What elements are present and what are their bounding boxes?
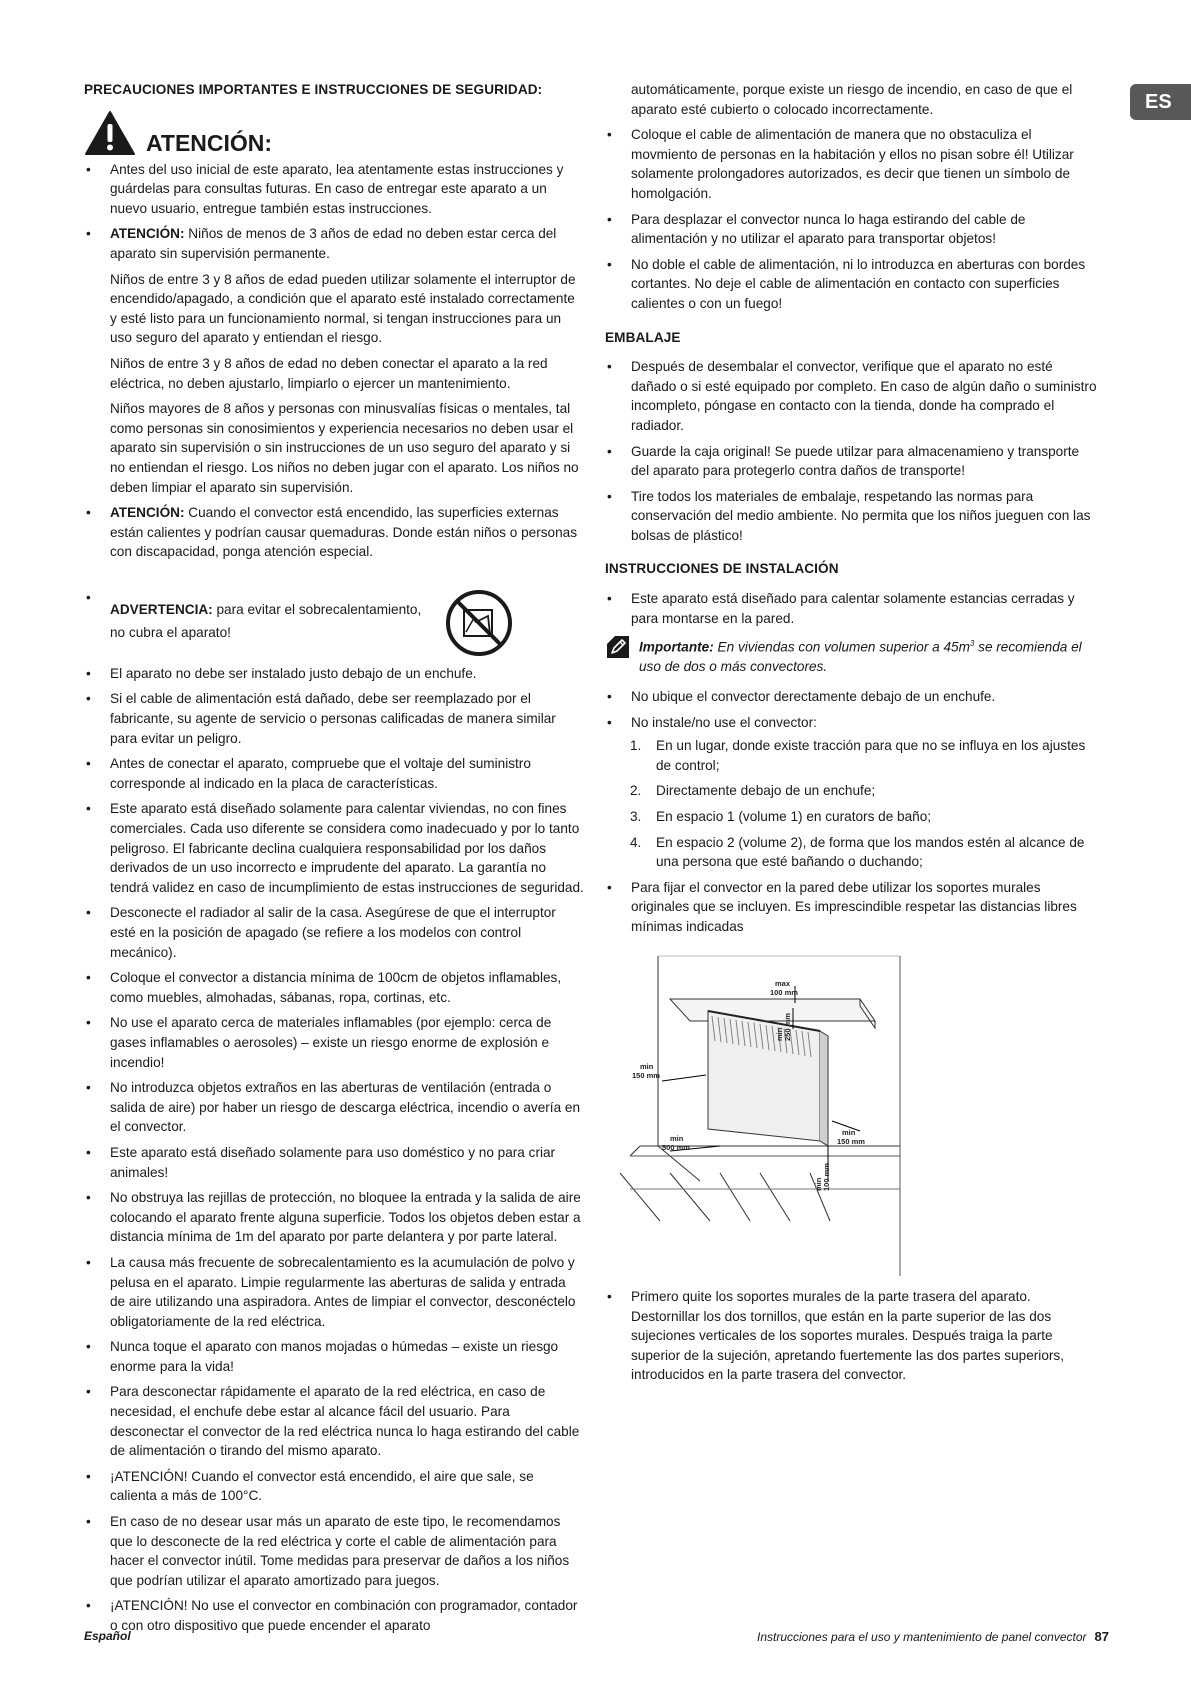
label-min-left: min (640, 1061, 654, 1071)
list-item: • No doble el cable de alimentación, ni lo introduzca en aberturas con bordes cortantes. No deje el cable de alimentación en contacto con superficies calientes o con un fuego! (605, 255, 1098, 314)
numbered-item: 2. Directamente debajo de un enchufe; (630, 783, 876, 799)
list-item: • Coloque el cable de alimentación de manera que no obstaculiza el movmiento de personas en la habitación y ellos no pisan sobre él! Utilizar solamente prolongadores autorizados, es decir que tienen un símbolo de homolgación. (605, 125, 1098, 203)
paragraph: Niños de entre 3 y 8 años de edad pueden utilizar solamente el interruptor de encendido/apagado, a condición que el aparato esté instalado correctamente y esté listo para un funcionamiento normal, si tengan instrucciones para un uso seguro del aparato y entiendan el riesgo. (110, 271, 576, 346)
label-min-front: min (670, 1133, 684, 1143)
list-item: • ¡ATENCIÓN! No use el convector en combinación con programador, contador o con otro dispositivo que puede encender el aparato (84, 1596, 584, 1635)
safety-list-c (84, 664, 584, 1636)
important-note (605, 634, 1098, 677)
numbered-item: 4. En espacio 2 (volume 2), de forma que los mandos estén al alcance de una persona que esté bañando o duchando; (630, 834, 1085, 870)
list-item: • No instale/no use el convector: (605, 713, 1098, 733)
installation-list-a (605, 589, 1098, 628)
paragraph: Niños mayores de 8 años y personas con minusvalías físicas o mentales, tal como personas sin conosimientos y experiencia necesarios no deben usar el aparato sin supervisión o sin instrucciones de un uso seguro del aparato y si no entiendan el riesgo. Los niños no deben jugar con el aparato. Los niños no deben limpiar el aparato sin supervisión. (110, 401, 579, 495)
paragraph: automáticamente, porque existe un riesgo de incendio, en caso de que el aparato esté cubierto o colocado incorrectamente. (631, 82, 1073, 117)
list-item: • Este aparato está diseñado solamente para calentar viviendas, no con fines comerciales. Cada uso diferente se considera como inadecuado y por lo tanto peligroso. El fabricante declina cualquiera responsabilidad por los daños derivados de un uso incorrecto e imprudente del aparato. La garantía no tendrá validez en caso de incumplimiento de estas instrucciones de seguridad. (84, 799, 584, 897)
warning-lead: ADVERTENCIA: (110, 601, 213, 617)
list-item: • Guarde la caja original! Se puede utilzar para almacenamieno y transporte del aparato para protegerlo contra daños de transporte! (605, 442, 1098, 481)
label-max-top: max (775, 978, 791, 988)
warning-triangle-icon (84, 110, 136, 156)
warning-list (84, 588, 584, 658)
numbered-list (605, 736, 1098, 872)
label-min-floor-val: 100 mm (822, 1162, 831, 1191)
list-item: • Si el cable de alimentación está dañado, debe ser reemplazado por el fabricante, su agente de servicio o personas calificadas de manera similar para evitar un peligro. (84, 689, 584, 748)
numbered-item: 3. En espacio 1 (volume 1) en curators de baño; (630, 808, 932, 824)
paragraph: Niños de entre 3 y 8 años de edad no deben conectar el aparato a la red eléctrica, no deben ajustarlo, limpiarlo o ejercer un mantenimiento. (110, 355, 548, 391)
label-min-front-val: 500 mm (662, 1142, 690, 1152)
right-column (605, 80, 1098, 1391)
list-item: • Desconecte el radiador al salir de la casa. Asegúrese de que el interruptor esté en la posición de apagado (se refiere a los modelos con control mecánico). (84, 903, 584, 962)
safety-list-b (84, 503, 584, 562)
installation-list-c (605, 878, 1098, 937)
safety-heading: PRECAUCIONES IMPORTANTES E INSTRUCCIONES DE SEGURIDAD: (84, 82, 543, 97)
packaging-list (605, 357, 1098, 545)
list-item: • La causa más frecuente de sobrecalentamiento es la acumulación de polvo y pelusa en el aparato. Limpie regularmente las aberturas de salida y entrada de aire utilizando una aspiradora. Antes de limpiar el convector, desconéctelo obligatoriamente de la red eléctrica. (84, 1253, 584, 1331)
list-item: • Primero quite los soportes murales de la parte trasera del aparato. Destornillar los dos tornillos, que están en la parte superior de las dos sujeciones verticales de los soportes murales. Después traiga la parte superior de la sujeción, apretando fuertemente las dos partes superiors, introducidos en la parte trasera del convector. (605, 1287, 1098, 1385)
list-item: • ATENCIÓN: Niños de menos de 3 años de edad no deben estar cerca del aparato sin supervisión permanente. (84, 224, 584, 263)
list-item: • ATENCIÓN: Cuando el convector está encendido, las superficies externas están calientes y podrían causar quemaduras. Donde están niños o personas con discapacidad, ponga atención especial. (84, 503, 584, 562)
installation-heading: INSTRUCCIONES DE INSTALACIÓN (605, 561, 839, 577)
label-min-shelf: min (775, 1027, 784, 1041)
installation-diagram (610, 951, 920, 1276)
label-min-shelf-val: 250 mm (783, 1012, 792, 1041)
numbered-item: 1. En un lugar, donde existe tracción para que no se influya en los ajustes de control; (630, 738, 1086, 773)
list-item: • No use el aparato cerca de materiales inflamables (por ejemplo: cerca de gases inflamables o aerosoles) – existe un riesgo enorme de explosión e incendio! (84, 1013, 584, 1072)
footer-title: Instrucciones para el uso y mantenimiento de panel convector 87 (757, 1629, 1109, 1644)
label-min-left-val: 150 mm (632, 1070, 660, 1080)
list-item: • No obstruya las rejillas de protección, no bloquee la entrada y la salida de aire colocando el aparato frente alguna superficie. Todos los objetos deben estar a distancia mínima de 1m del aparato por parte delantera y por parte lateral. (84, 1188, 584, 1247)
list-item: • Coloque el convector a distancia mínima de 100cm de objetos inflamables, como muebles, almohadas, sábanas, ropa, cortinas, etc. (84, 968, 584, 1007)
pencil-note-icon (605, 634, 631, 660)
attention-block (84, 110, 584, 156)
list-item: • Antes del uso inicial de este aparato, lea atentamente estas instrucciones y guárdelas para consultas futuras. En caso de entregar este aparato a un nuevo usuario, entregue también estas instrucciones. (84, 160, 584, 219)
safety-list-a (84, 160, 584, 264)
left-column (84, 80, 584, 1642)
list-item: • Después de desembalar el convector, verifique que el aparato no esté dañado o si esté equipado por completo. En caso de algún daño o suministro incompleto, póngase en contacto con la tienda, donde ha comprado el radiador. (605, 357, 1098, 435)
list-item: • No ubique el convector derectamente debajo de un enchufe. (605, 687, 1098, 707)
list-item: • ¡ATENCIÓN! Cuando el convector está encendido, el aire que sale, se calienta a más de 100°C. (84, 1467, 584, 1506)
installation-list-d (605, 1287, 1098, 1385)
footer-language: Español (84, 1629, 131, 1643)
attention-title: ATENCIÓN: (146, 129, 273, 156)
list-item: • Nunca toque el aparato con manos mojadas o húmedas – existe un riesgo enorme para la vida! (84, 1337, 584, 1376)
list-item: • Para fijar el convector en la pared debe utilizar los soportes murales originales que se incluyen. Es imprescindible respetar las distancias libres mínimas indicadas (605, 878, 1098, 937)
label-min-floor: min (814, 1177, 823, 1191)
do-not-cover-icon (444, 588, 514, 658)
label-min-right-val: 150 mm (837, 1136, 865, 1146)
list-item: • Para desconectar rápidamente el aparato de la red eléctrica, en caso de necesidad, el enchufe debe estar al alcance fácil del usuario. Para desconectar el convector de la red eléctrica nunca lo haga estirando del cable de alimentación o tirando del mismo aparato. (84, 1382, 584, 1460)
list-item: • Este aparato está diseñado solamente para uso doméstico y no para criar animales! (84, 1143, 584, 1182)
note-text: Importante: En viviendas con volumen superior a $45m^3$ se recomienda el uso de dos o más convectores. (639, 639, 1082, 675)
language-badge: ES (1130, 84, 1191, 120)
list-item: • Para desplazar el convector nunca lo haga estirando del cable de alimentación y no utilizar el aparato para transportar objetos! (605, 210, 1098, 249)
cable-list (605, 125, 1098, 313)
list-item: • Este aparato está diseñado para calentar solamente estancias cerradas y para montarse en la pared. (605, 589, 1098, 628)
list-item: • Tire todos los materiales de embalaje, respetando las normas para conservación del medio ambiente. No permita que los niños jueguen con las bolsas de plástico! (605, 487, 1098, 546)
list-item: • No introduzca objetos extraños en las aberturas de ventilación (entrada o salida de aire) por haber un riesgo de descarga eléctrica, incendio o avería en el convector. (84, 1078, 584, 1137)
list-item: • ADVERTENCIA: para evitar el sobrecalentamiento, no cubra el aparato! (84, 588, 584, 658)
installation-list-b (605, 687, 1098, 732)
label-max-top-val: 100 mm (770, 987, 798, 997)
list-item: • En caso de no desear usar más un aparato de este tipo, le recomendamos que lo desconecte de la red eléctrica y corte el cable de alimentación para hacer el convector inútil. Tome medidas para preservar de daños a los niños que podrían utilizar el aparato amortizado para juegos. (84, 1512, 584, 1590)
list-item: • Antes de conectar el aparato, compruebe que el voltaje del suministro corresponde al indicado en la placa de características. (84, 754, 584, 793)
page-number: 87 (1094, 1629, 1109, 1644)
packaging-heading: EMBALAJE (605, 329, 681, 345)
list-item: • El aparato no debe ser instalado justo debajo de un enchufe. (84, 664, 584, 684)
label-min-right: min (842, 1127, 856, 1137)
